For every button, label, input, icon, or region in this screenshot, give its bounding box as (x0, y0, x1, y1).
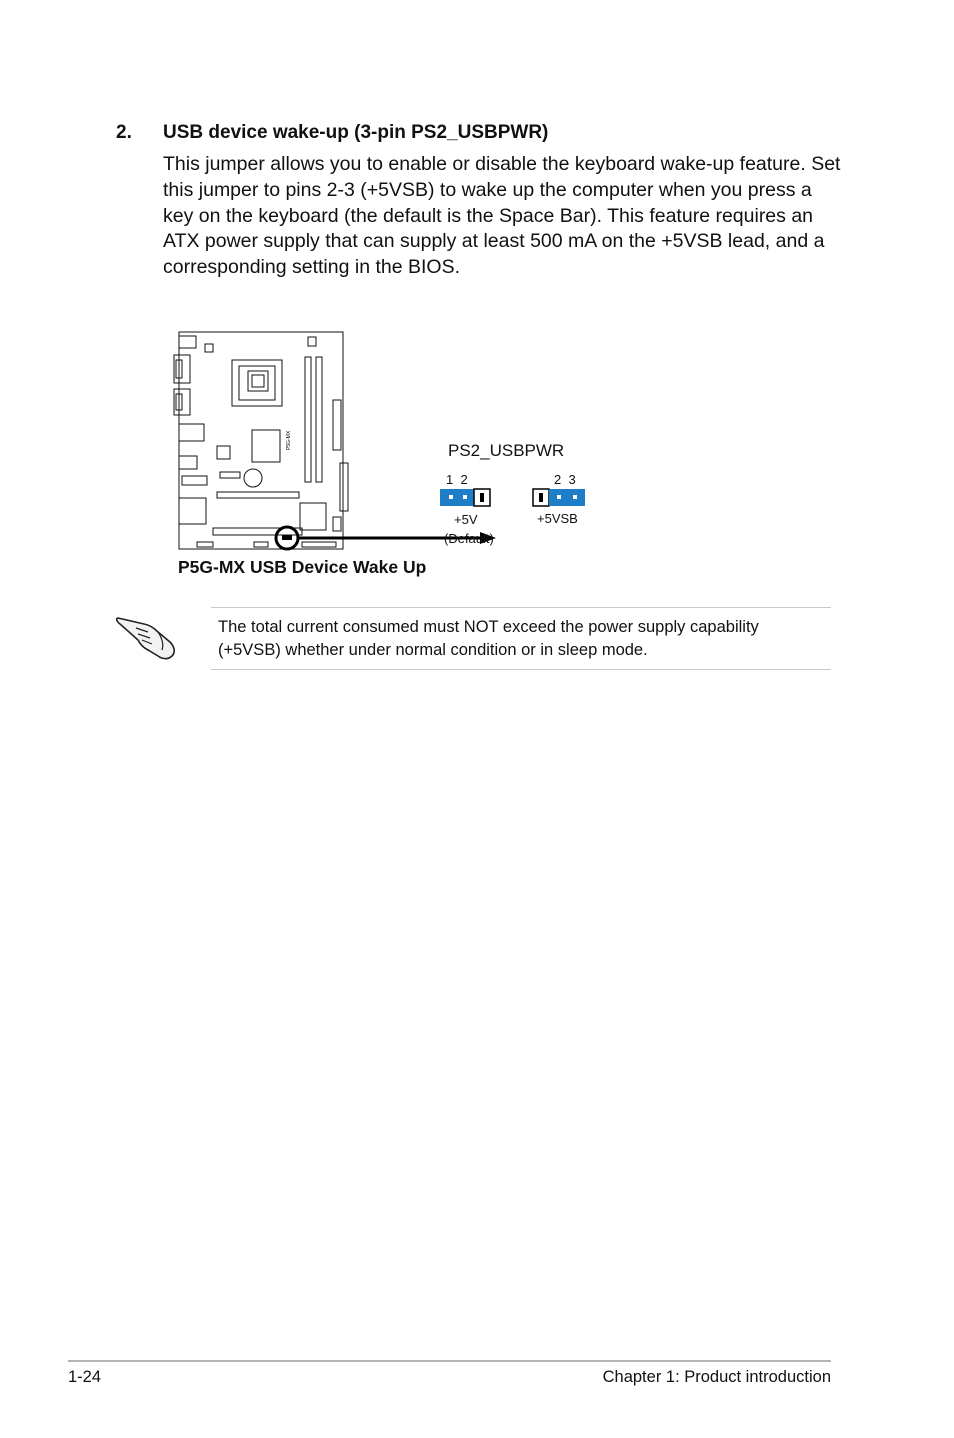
setting-a-label: +5V (454, 512, 478, 527)
jumper-cap-a (440, 489, 474, 506)
motherboard-diagram (0, 0, 954, 600)
section-paragraph: This jumper allows you to enable or disable the keyboard wake-up feature. Set this jumper to pins 2-3 (+5VSB) to wake up the computer when you press a key on the keyboard (the default is the Space Bar). This feature requires an ATX power supply that can supply at least 500 mA on the +5VSB lead, and a corresponding setting in the BIOS. (163, 153, 841, 279)
note-rule-bottom (211, 669, 831, 670)
jumper-setting-b (533, 489, 585, 506)
section-heading: USB device wake-up (3-pin PS2_USBPWR) (163, 122, 549, 143)
setting-b-pins: 2 3 (554, 472, 576, 487)
hand-pointing-icon (114, 612, 178, 662)
chapter-title: Chapter 1: Product introduction (602, 1368, 831, 1386)
note-text: The total current consumed must NOT exceed the power supply capability (+5VSB) whether under normal condition or in sleep mode. (218, 618, 759, 659)
note-rule-top (211, 607, 831, 608)
setting-a-sublabel: (Default) (444, 531, 494, 546)
setting-a-pins: 1 2 (446, 472, 468, 487)
jumper-cap-b (549, 489, 585, 506)
jumper-setting-a (440, 489, 490, 506)
page-number: 1-24 (68, 1368, 102, 1386)
setting-b-label: +5VSB (537, 511, 578, 526)
figure-caption: P5G-MX USB Device Wake Up (178, 557, 427, 577)
board-silkscreen-label: P5G-MX (286, 430, 292, 450)
section-number: 2. (116, 122, 132, 143)
jumper-name: PS2_USBPWR (448, 441, 565, 460)
footer-rule (68, 1360, 831, 1362)
